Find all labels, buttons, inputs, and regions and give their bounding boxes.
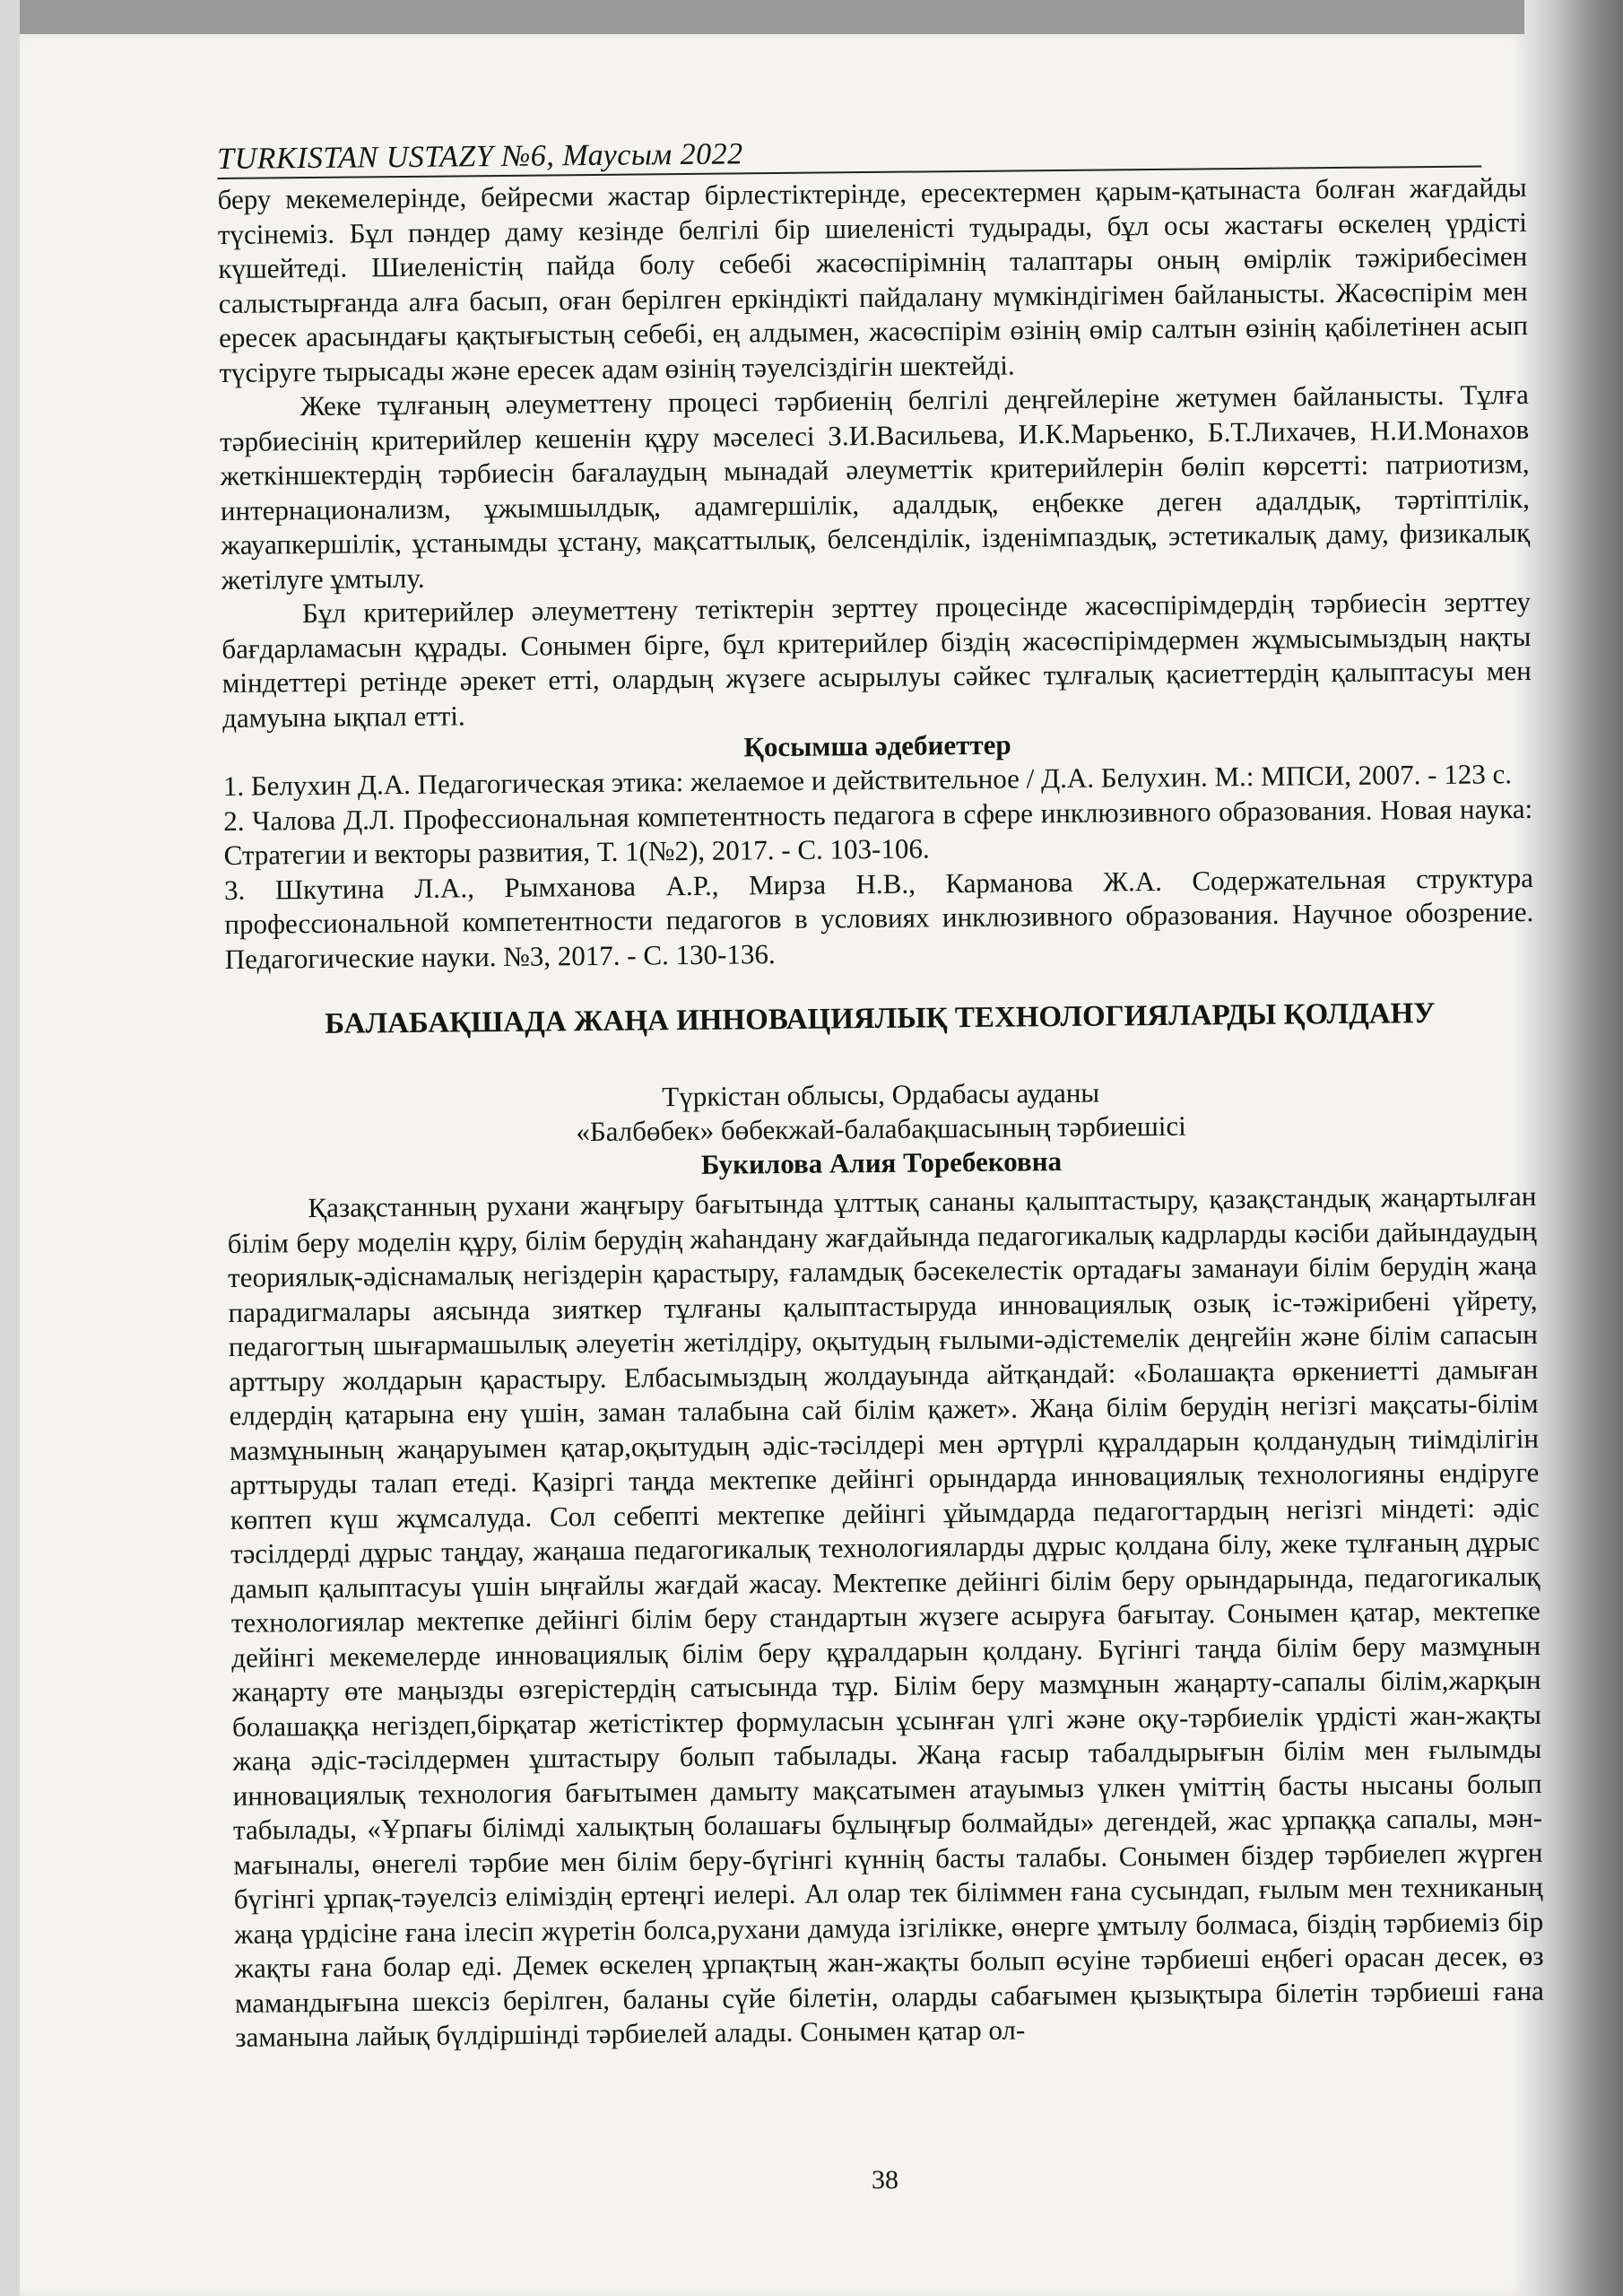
article-body: Қазақстанның рухани жаңғыру бағытында ұлттық сананы қалыптастыру, қазақстандық жаңартылған білім беру моделін құру, білім берудің жаһандану жағдайында педагогикалық кадрларды кәсіби дайындаудың теориялық-әдіснамалық негіздерін қарастыру, ғаламдық бәсекелестік ортадағы заманауи білім берудің жаңа парадигмалары аясында зияткер тұлғаны қалыптастыруда инновациялық озық іс-тәжірибені үйрету, педагогтың шығармашылық әлеуетін жетілдіру, оқытудың ғылыми-әдістемелік деңгейін және білім сапасын арттыру жолдарын қарастыру. Елбасымыздың жолдауында айтқандай: «Болашақта өркениетті дамыған елдердің қатарына ену үшін, заман талабына сай білім қажет». Жаңа білім берудің негізгі мақсаты-білім мазмұнының жаңаруымен қатар,оқытудың әдіс-тәсілдері мен әртүрлі құралдарын қолданудың тиімділігін арттыруды талап етеді. Қазіргі таңда мектепке дейінгі орындарда инновациялық технологияны ендіруге көптеп күш жұмсалуда. Сол себепті мектепке дейінгі ұйымдарда педагогтардың негізгі міндеті: әдіс тәсілдерді дұрыс таңдау, жаңаша педагогикалық технологияларды дұрыс қолдана білу, жеке тұлғаның дұрыс дамып қалыптасуы үшін ыңғайлы жағдай жасау. Мектепке дейінгі білім беру орындарында, педагогикалық технологиялар мектепке дейінгі білім беру стандартын жүзеге асыруға бағытау. Сонымен қатар, мектепке дейінгі мекемелерде инновациялық білім беру құралдарын қолдану. Бүгінгі таңда білім беру мазмұнын жаңарту өте маңызды өзгерістердің сатысында тұр. Білім беру мазмұнын жаңарту-сапалы білім,жарқын болашаққа негіздеп,бірқатар жетістіктер формуласын ұсынған үлгі және оқу-тәрбиелік үрдісті жан-жақты жаңа әдіс-тәсілдермен ұштастыру болып табылады. Жаңа ғасыр табалдырығын білім мен ғылымды инновациялық технология бағытымен дамыту мақсатымен атауымыз үлкен үміттің басты нысаны болып табылады, «Ұрпағы білімді халықтың болашағы бұлыңғыр болмайды» дегендей, жас ұрпаққа сапалы, мән-мағыналы, өнегелі тәрбие мен білім беру-бүгінгі күннің басты талабы. Сонымен біздер тәрбиелеп жүрген бүгінгі ұрпақ-тәуелсіз еліміздің ертеңгі иелері. Ал олар тек біліммен ғана сусындап, ғылым мен техниканың жаңа үрдісіне ғана ілесіп жүретін болса,рухани дамуда ізгілікке, өнерге ұмтылу болмаса, біздің тәрбиеміз бір жақты ғана болар еді. Демек өскелең ұрпақтың жан-жақты болып өсуіне тәрбиеші еңбегі орасан десек, өз мамандығына шексіз берілген, баланы сүйе білетін, оларды сабағымен қызықтыра білетін тәрбиеші ғана заманына лайық бүлдіршінді тәрбиелей алады. Сонымен қатар ол-: [227, 1179, 1545, 2053]
references-heading: Қосымша әдебиеттер: [743, 728, 1011, 763]
page-number: 38: [872, 2165, 898, 2195]
reference-item: 2. Чалова Д.Л. Профессиональная компетентность педагога в сфере инклюзивного образования. Новая наука: Стратегии и векторы развития, Т. 1(№2), 2017. - С. 103-106.: [223, 792, 1533, 871]
article-author: Букилова Алия Торебековна: [700, 1145, 1063, 1180]
affiliation-institution: «Балбөбек» бөбекжай-балабақшасының тәрбиешісі: [576, 1109, 1186, 1148]
paragraph-program: Бұл критерийлер әлеуметтену тетіктерін зерттеу процесінде жасөспірімдердің тәрбиесін зерттеу бағдарламасын құрады. Сонымен бірге, бұл критерийлер біздің жасөспірімдермен жұмысымыздың нақты міндеттері ретінде әрекет етті, олардың жүзеге асырылуы сәйкес тұлғалық қасиеттердің қалыптасуы мен дамуына ықпал етті.: [221, 585, 1532, 734]
paragraph-criteria: Жеке тұлғаның әлеуметтену процесі тәрбиенің белгілі деңгейлеріне жетумен байланысты. Тұлға тәрбиесінің критерийлер кешенін құру мәселесі З.И.Васильева, И.К.Марьенко, Б.Т.Лихачев, Н.И.Монахов жеткіншектердің тәрбиесін бағалаудың мынадай әлеуметтік критерийлерін бөліп көрсетті: патриотизм, интернационализм, ұжымшылдық, адамгершілік, адалдық, еңбекке деген адалдық, тәртіптілік, жауапкершілік, ұстанымды ұстану, мақсаттылық, белсенділік, ізденімпаздық, эстетикалық даму, физикалық жетілуге ұмтылу.: [220, 378, 1531, 596]
page-sheet: [20, 34, 1545, 2296]
reference-item: 3. Шкутина Л.А., Рымханова А.Р., Мирза Н.В., Карманова Ж.А. Содержательная структура профессиональной компетентности педагогов в условиях инклюзивного образования. Научное обозрение. Педагогические науки. №3, 2017. - С. 130-136.: [223, 861, 1534, 975]
article-title: БАЛАБАҚШАДА ЖАҢА ИННОВАЦИЯЛЫҚ ТЕХНОЛОГИЯЛАРДЫ ҚОЛДАНУ: [325, 997, 1436, 1040]
scan-border-top: [0, 0, 1623, 36]
journal-header: TURKISTAN USTAZY №6, Маусым 2022: [217, 129, 1481, 179]
reference-item: 1. Белухин Д.А. Педагогическая этика: желаемое и действительное / Д.А. Белухин. М.: МПСИ, 2007. - 123 с.: [222, 758, 1513, 802]
page-content: [217, 129, 1546, 2222]
affiliation-region: Түркістан облысы, Ордабасы ауданы: [662, 1076, 1100, 1113]
scan-border-left: [0, 0, 20, 2296]
intro-paragraph: беру мекемелерінде, бейресми жастар бірлестіктерінде, ересектермен қарым-қатынаста болған жағдайды түсінеміз. Бұл пәндер даму кезінде белгілі бір шиеленісті тудырады, бұл осы жастағы өскелең үрдісті күшейтеді. Шиеленістің пайда болу себебі жасөспірімнің талаптары оның өмірлік тәжірибесімен салыстырғанда алға басып, оған берілген еркіндікті пайдалану мүмкіндігімен байланысты. Жасөспірім мен ересек арасындағы қақтығыстың себебі, ең алдымен, жасөспірім өзінің өмір салтын өзінің қабілетінен асып түсіруге тырысады және ересек адам өзінің тәуелсіздігін шектейді.: [217, 170, 1529, 388]
references-list: [223, 757, 1534, 977]
